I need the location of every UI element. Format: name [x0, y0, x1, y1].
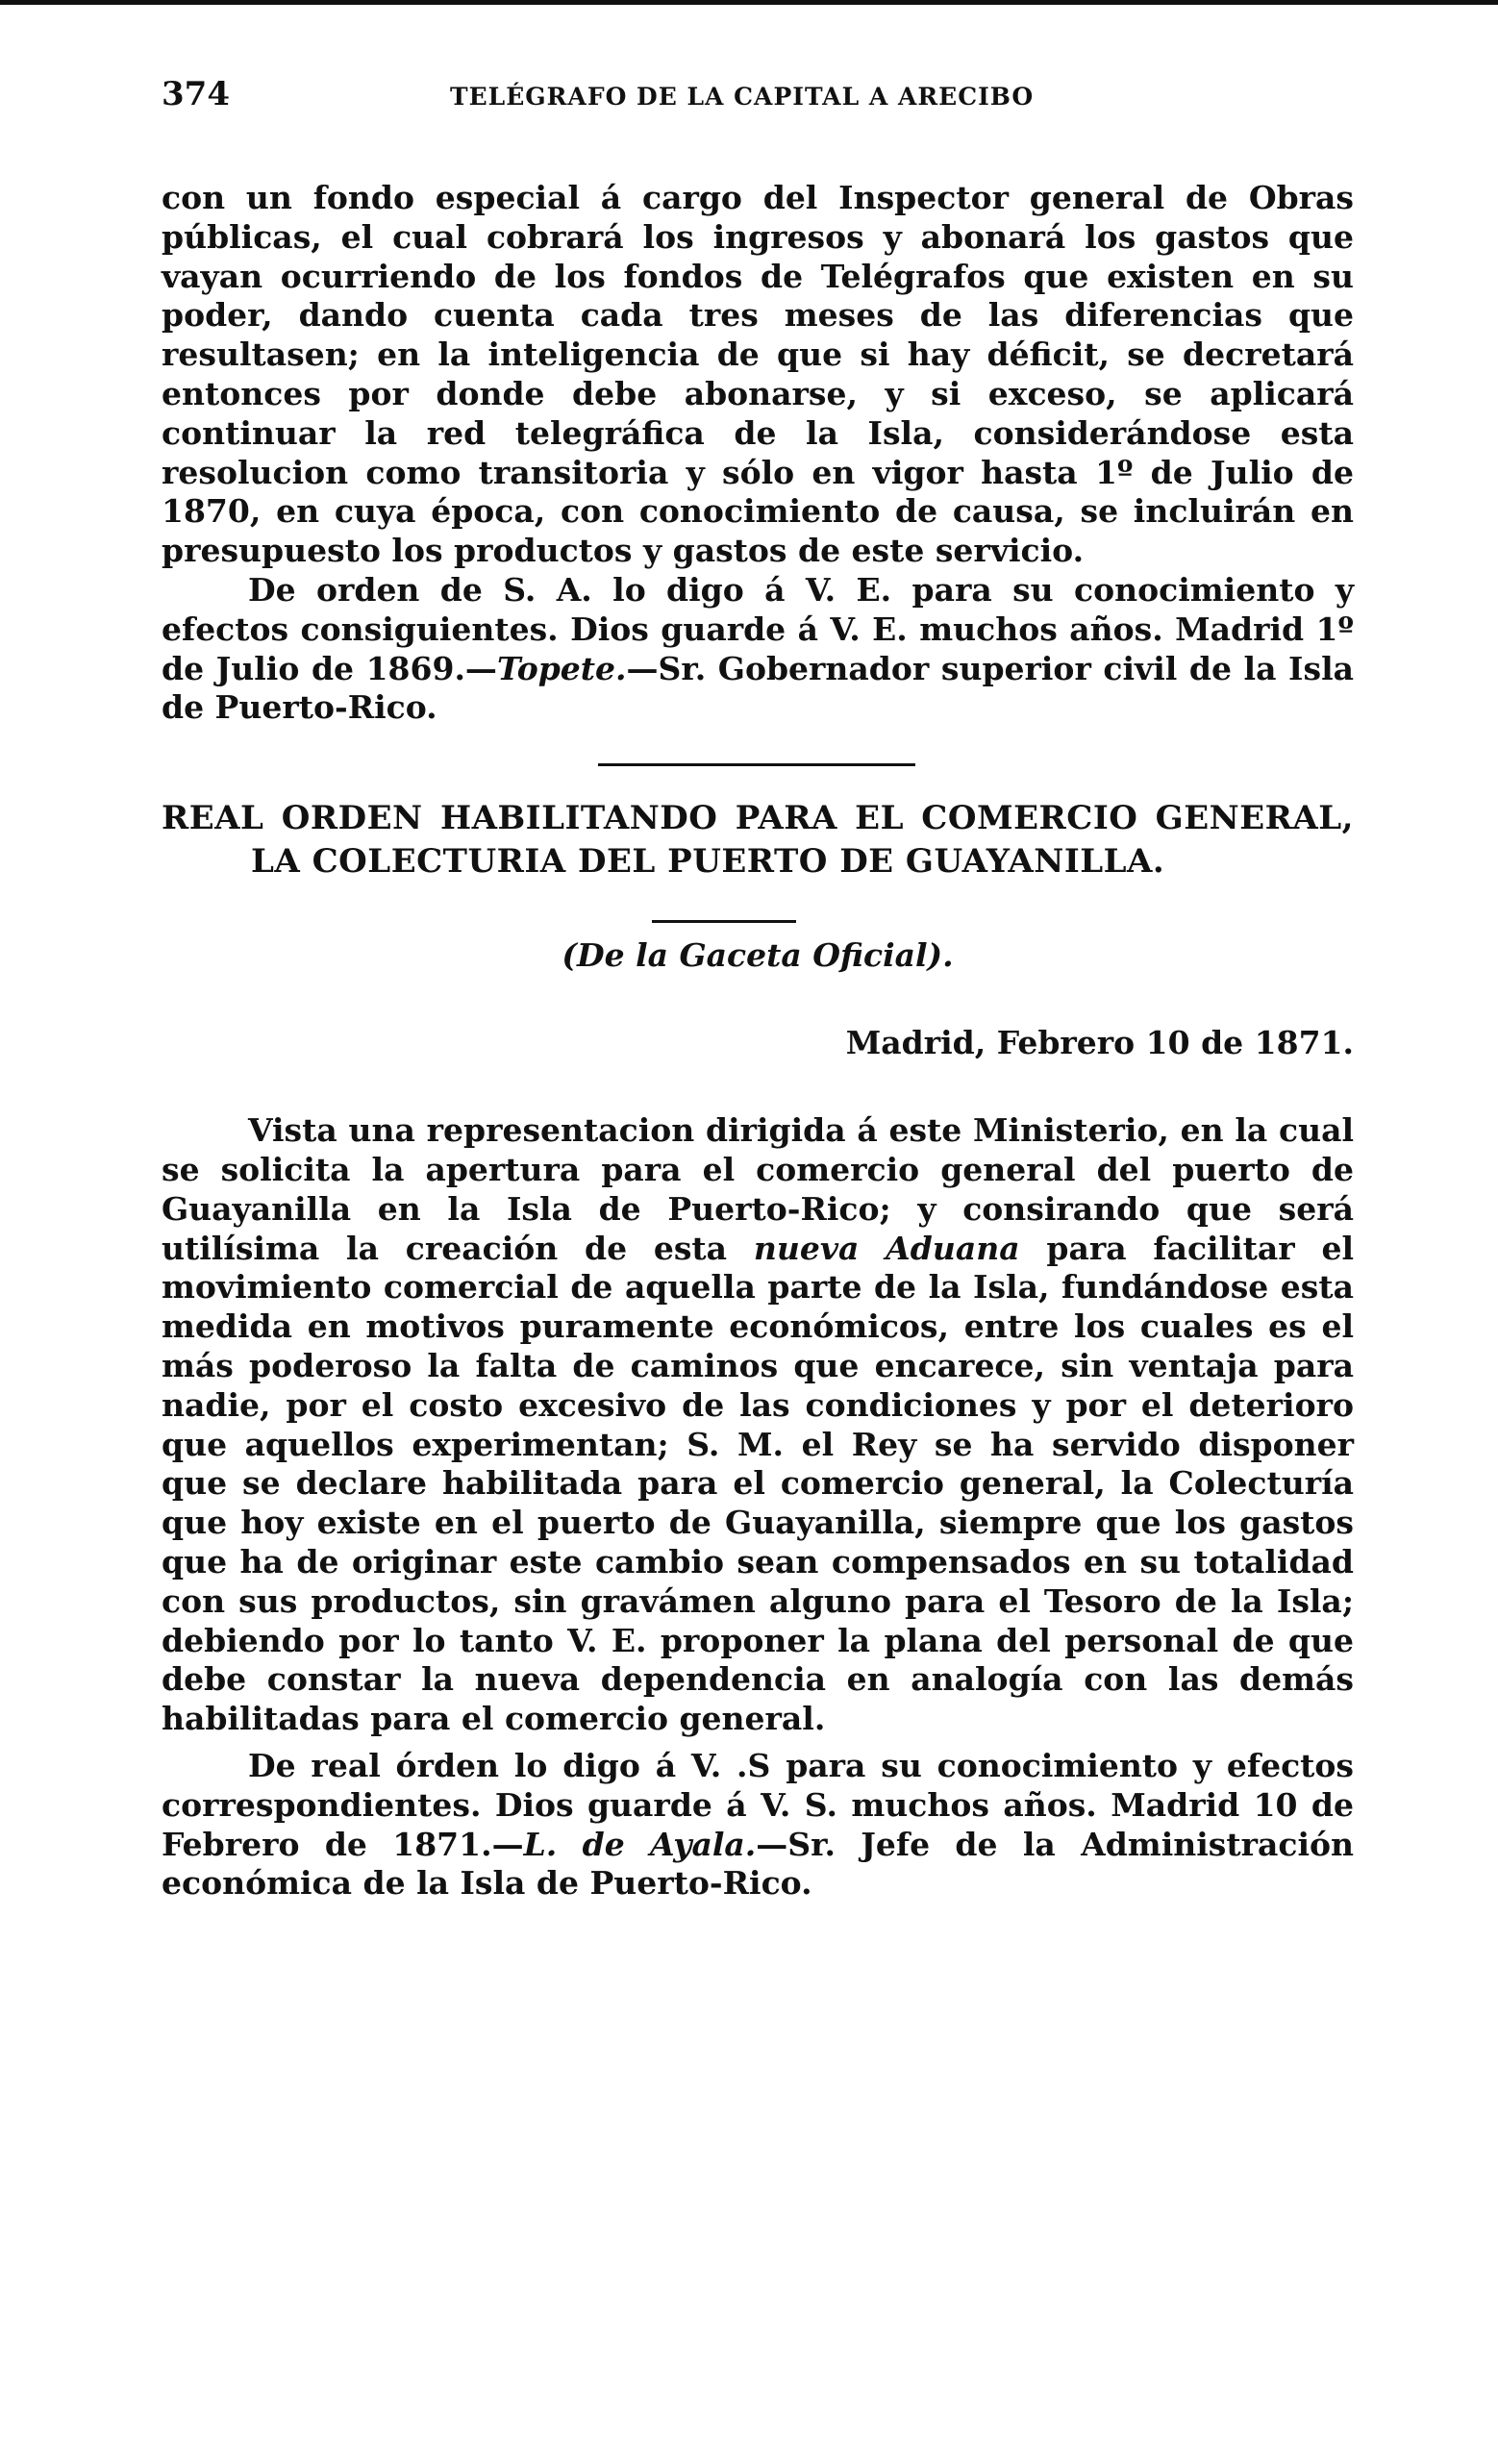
page	[162, 75, 1354, 1904]
closing-text-part-2: —Sr. Gobernador superior civil de la Isla de Puerto-Rico.	[162, 649, 1354, 727]
order-body-paragraph	[162, 1111, 1354, 1739]
top-border-rule	[0, 0, 1498, 5]
running-head: TELÉGRAFO DE LA CAPITAL A ARECIBO	[450, 83, 1035, 111]
signer-name: Topete.	[496, 649, 627, 687]
continuation-paragraph: con un fondo especial á cargo del Inspector general de Obras públicas, el cual cobrará los ingresos y abonará los gastos que vayan ocurriendo de los fondos de Telégrafos que existen en su poder, dando cuenta cada tres meses de las diferencias que resultasen; en la inteligencia de que si hay déficit, se decretará entonces por donde debe abonarse, y si exceso, se aplicará continuar la red telegráfica de la Isla, considerándose esta resolucion como transitoria y sólo en vigor hasta 1º de Julio de 1870, en cuya época, con conocimiento de causa, se incluirán en presupuesto los productos y gastos de este servicio.	[162, 179, 1354, 570]
closing2-text-part-2: —Sr. Jefe de la Administración económica de la Isla de Puerto-Rico.	[162, 1825, 1354, 1903]
closing2-text-part-1: De real órden lo digo á V. .S para su conocimiento y efectos correspondientes. Dios guarde á V. S. muchos años. Madrid 10 de Febrero de 1871.—	[162, 1746, 1354, 1863]
body-text-part-1: Vista una representacion dirigida á este Ministerio, en la cual se solicita la apertura para el comercio general del puerto de Guayanilla en la Isla de Puerto-Rico; y consirando que será utilísima la creación de esta	[162, 1111, 1354, 1267]
body-text-part-2: para facilitar el movimiento comercial de aquella parte de la Isla, fundándose esta medida en motivos puramente económicos, entre los cuales es el más poderoso la falta de caminos que encarece, sin ventaja para nadie, por el costo excesivo de las condiciones y por el deterioro que aquellos experimentan; S. M. el Rey se ha servido disponer que se declare habilitada para el comercio general, la Colecturía que hoy existe en el puerto de Guayanilla, siempre que los gastos que ha de originar este cambio sean compensados en su totalidad con sus productos, sin gravámen alguno para el Tesoro de la Isla; debiendo por lo tanto V. E. proponer la plana del personal de que debe constar la nueva dependencia en analogía con las demás habilitadas para el comercio general.	[162, 1229, 1354, 1738]
order-closing-paragraph	[162, 571, 1354, 728]
section-divider	[598, 763, 915, 766]
body-italic-phrase: nueva Aduana	[753, 1229, 1020, 1267]
heading-divider	[652, 920, 796, 923]
source-citation: (De la Gaceta Oficial).	[562, 936, 954, 975]
order-closing-paragraph-2	[162, 1747, 1354, 1904]
closing-text-part-1: De orden de S. A. lo digo á V. E. para su conocimiento y efectos consiguientes. Dios guarde á V. E. muchos años. Madrid 1º de Julio de 1869.—	[162, 570, 1354, 687]
page-number: 374	[162, 75, 230, 113]
page-header	[162, 75, 1354, 133]
dateline: Madrid, Febrero 10 de 1871.	[845, 1024, 1354, 1062]
signer-name-2: L. de Ayala.	[523, 1825, 757, 1863]
section-heading: REAL ORDEN HABILITANDO PARA EL COMERCIO GENERAL, LA COLECTURIA DEL PUERTO DE GUAYANILLA.	[162, 799, 1354, 882]
